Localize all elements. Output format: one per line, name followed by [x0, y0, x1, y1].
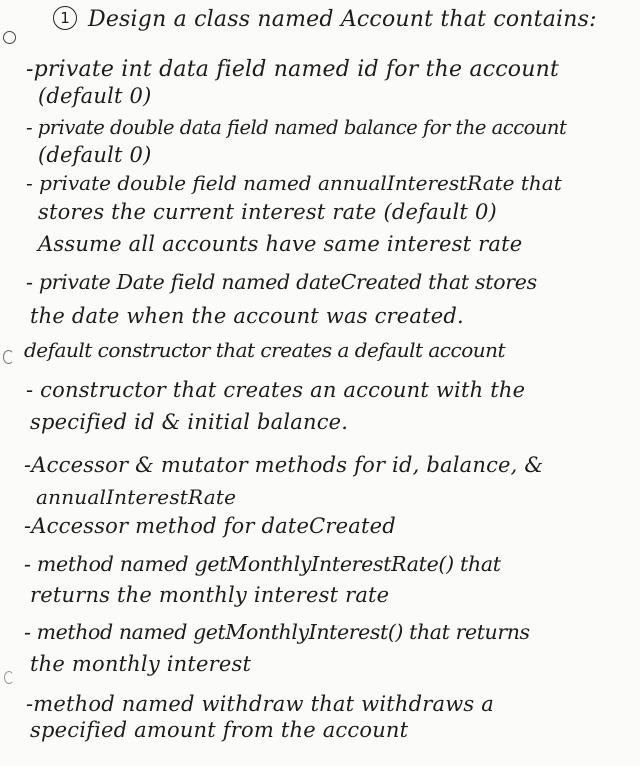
requirement-line: - method named getMonthlyInterest() that returns — [24, 620, 530, 644]
requirement-line: specified amount from the account — [30, 718, 409, 742]
requirement-line: -Accessor method for dateCreated — [24, 514, 396, 538]
requirement-line: default constructor that creates a default account — [24, 338, 506, 362]
binder-hole-icon — [3, 31, 16, 44]
requirement-line: the date when the account was created. — [30, 304, 464, 328]
binder-hole-icon — [4, 671, 14, 684]
requirement-line: -private int data field named id for the account — [26, 57, 560, 82]
requirement-line: stores the current interest rate (default 0) — [38, 200, 497, 224]
heading-text: Design a class named Account that contains: — [88, 7, 597, 32]
requirement-line: - private Date field named dateCreated that stores — [26, 270, 537, 294]
requirement-line: -method named withdraw that withdraws a — [26, 692, 494, 716]
binder-hole-icon — [3, 350, 14, 364]
requirement-line: specified id & initial balance. — [30, 410, 349, 434]
requirement-line: the monthly interest — [30, 652, 252, 676]
requirement-line: - method named getMonthlyInterestRate() that — [24, 552, 501, 576]
requirement-line: - private double data field named balance for the account — [26, 116, 567, 139]
requirement-line: - private double field named annualInterestRate that — [26, 171, 562, 195]
requirement-line: - constructor that creates an account with the — [26, 378, 526, 402]
item-number-circle: 1 — [53, 6, 77, 30]
requirement-line: -Accessor & mutator methods for id, balance, & — [24, 453, 544, 477]
requirement-line: Assume all accounts have same interest rate — [38, 232, 523, 256]
requirement-line: (default 0) — [38, 84, 152, 108]
requirement-line: annualInterestRate — [36, 485, 237, 509]
requirement-line: (default 0) — [38, 143, 152, 167]
requirement-line: returns the monthly interest rate — [30, 583, 390, 607]
